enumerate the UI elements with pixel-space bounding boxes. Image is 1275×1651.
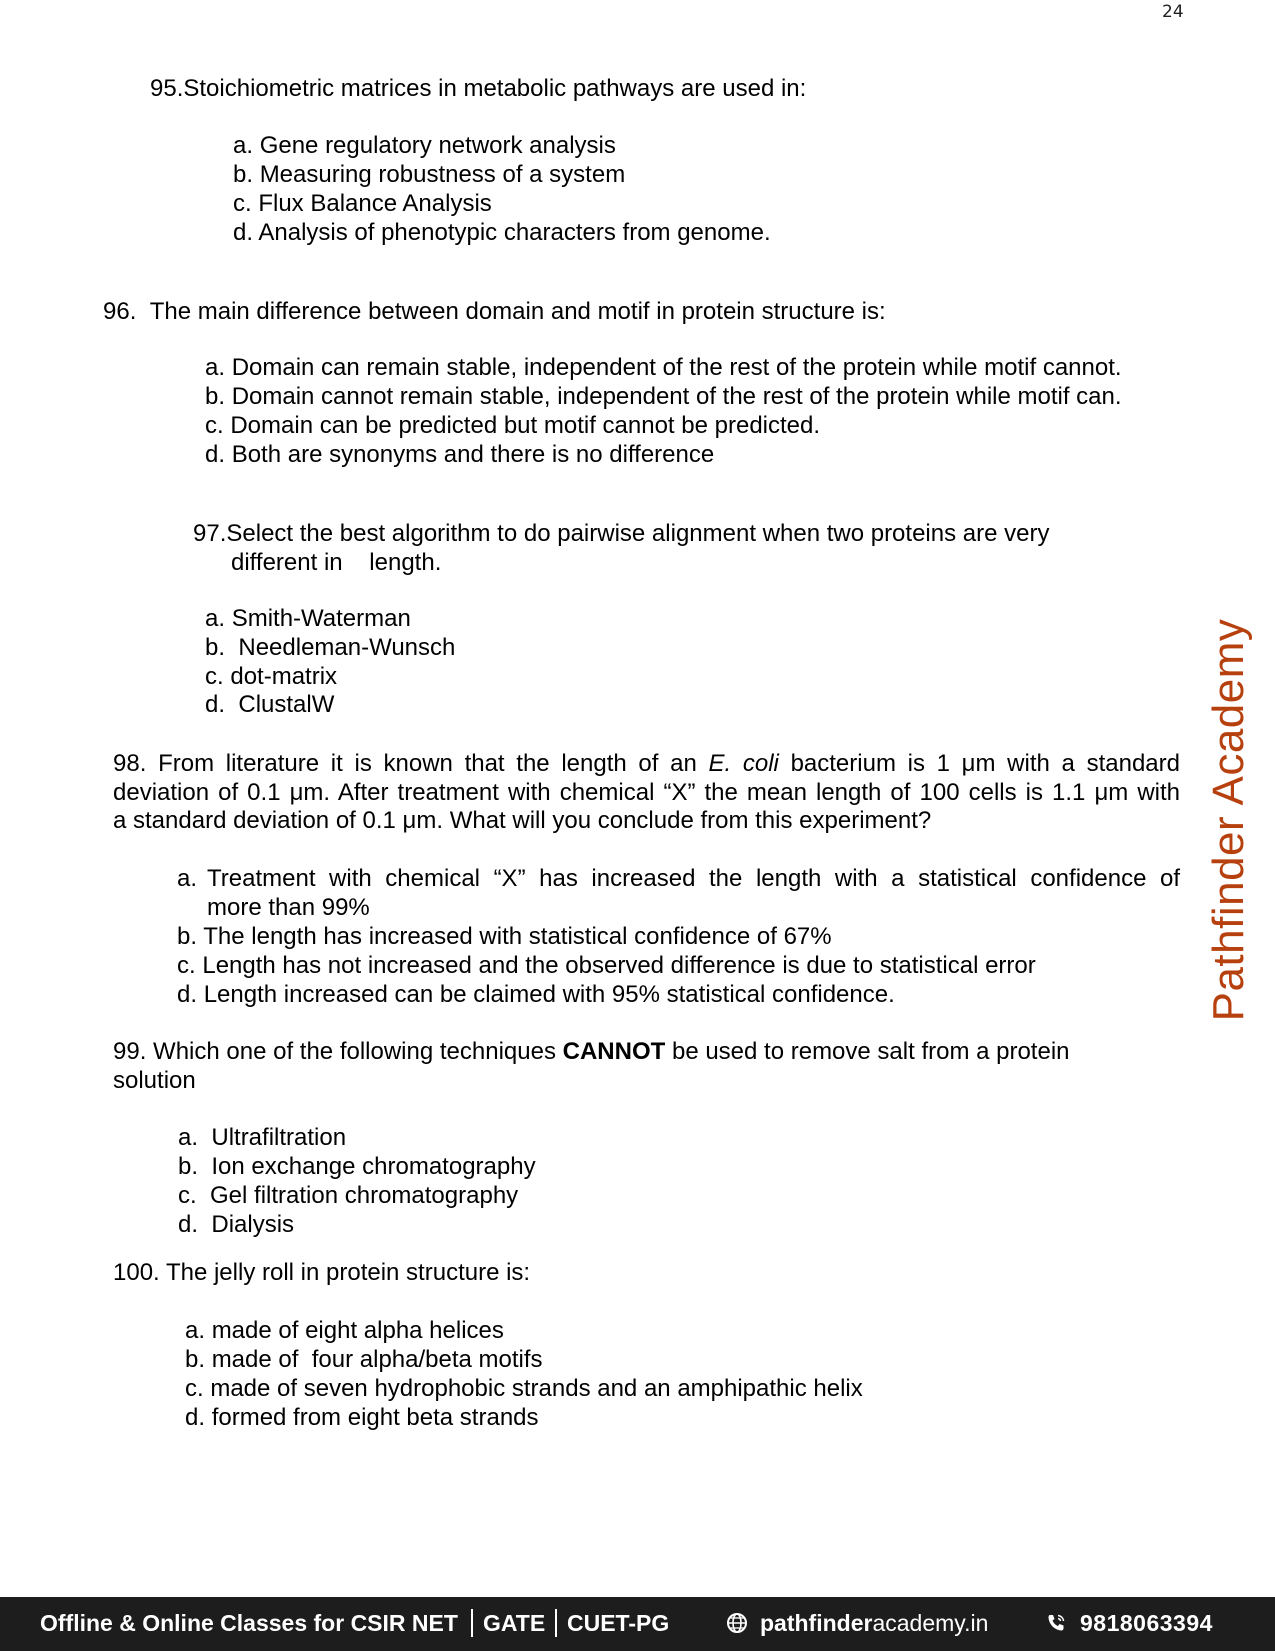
globe-icon xyxy=(726,1612,748,1634)
option-95-b: b. Measuring robustness of a system xyxy=(233,161,626,188)
option-99-b: b. Ion exchange chromatography xyxy=(178,1153,536,1180)
question-99-line2: solution xyxy=(113,1067,196,1094)
option-100-a: a. made of eight alpha helices xyxy=(185,1317,504,1344)
footer-phone[interactable]: 9818063394 xyxy=(1080,1610,1213,1636)
question-96 xyxy=(103,297,886,326)
option-95-d: d. Analysis of phenotypic characters from genome. xyxy=(233,219,771,246)
option-99-c: c. Gel filtration chromatography xyxy=(178,1182,519,1209)
option-96-b: b. Domain cannot remain stable, independent of the rest of the protein while motif can. xyxy=(205,383,1122,410)
option-97-a: a. Smith-Waterman xyxy=(205,605,411,632)
option-95-c: c. Flux Balance Analysis xyxy=(233,190,492,217)
option-100-c: c. made of seven hydrophobic strands and an amphipathic helix xyxy=(185,1375,863,1402)
option-98-a-line2: more than 99% xyxy=(207,894,370,921)
question-95 xyxy=(150,74,806,103)
option-98-c: c. Length has not increased and the observed difference is due to statistical error xyxy=(177,952,1036,979)
footer-classes: Offline & Online Classes for CSIR NET xyxy=(40,1610,458,1636)
option-99-d: d. Dialysis xyxy=(178,1211,295,1238)
question-98-line2: deviation of 0.1 μm. After treatment with chemical “X” the mean length of 100 cells is 1.1 μm with xyxy=(113,779,1180,806)
option-97-c: c. dot-matrix xyxy=(205,663,338,690)
emphasis-text: CANNOT xyxy=(562,1038,666,1065)
question-98: 98. From literature it is known that the length of an E. coli bacterium is 1 μm with a standard xyxy=(113,750,1180,777)
species-name: E. coli xyxy=(708,750,779,777)
watermark-text: Pathfinder Academy xyxy=(1204,618,1253,1022)
question-number: 100. xyxy=(113,1259,160,1286)
question-number: 99. xyxy=(113,1038,147,1065)
question-text: The jelly roll in protein structure is: xyxy=(165,1259,531,1286)
question-number: 98. xyxy=(113,750,147,777)
footer-gate: GATE xyxy=(483,1610,546,1636)
option-100-d: d. formed from eight beta strands xyxy=(185,1404,539,1431)
option-100-b: b. made of four alpha/beta motifs xyxy=(185,1346,543,1373)
phone-icon xyxy=(1045,1612,1067,1634)
question-99: 99. Which one of the following techniques CANNOT be used to remove salt from a protein xyxy=(113,1038,1070,1065)
footer-cuet: CUET-PG xyxy=(567,1610,670,1636)
question-text: Stoichiometric matrices in metabolic pathways are used in: xyxy=(183,75,807,102)
question-number: 95. xyxy=(150,75,184,102)
question-text: Select the best algorithm to do pairwise alignment when two proteins are very xyxy=(226,520,1050,547)
footer-divider xyxy=(471,1609,473,1637)
option-97-b: b. Needleman-Wunsch xyxy=(205,634,456,661)
footer-website[interactable]: pathfinderacademy.in xyxy=(760,1610,989,1636)
option-99-a: a. Ultrafiltration xyxy=(178,1124,347,1151)
question-100 xyxy=(113,1258,530,1287)
question-98-line3: a standard deviation of 0.1 μm. What will you conclude from this experiment? xyxy=(113,807,932,834)
footer-divider xyxy=(555,1609,557,1637)
footer-bar xyxy=(0,1597,1275,1651)
option-98-a-letter: a. xyxy=(177,865,198,892)
option-98-a: Treatment with chemical “X” has increased the length with a statistical confidence of xyxy=(207,865,1180,892)
option-97-d: d. ClustalW xyxy=(205,691,335,718)
question-97 xyxy=(193,519,1049,548)
option-98-b: b. The length has increased with statistical confidence of 67% xyxy=(177,923,832,950)
question-number: 96. xyxy=(103,298,137,325)
option-95-a: a. Gene regulatory network analysis xyxy=(233,132,616,159)
question-number: 97. xyxy=(193,520,227,547)
question-text: The main difference between domain and motif in protein structure is: xyxy=(149,298,886,325)
option-98-d: d. Length increased can be claimed with 95% statistical confidence. xyxy=(177,981,895,1008)
option-96-c: c. Domain can be predicted but motif cannot be predicted. xyxy=(205,412,821,439)
question-97-line2: different in length. xyxy=(231,549,442,576)
option-96-d: d. Both are synonyms and there is no difference xyxy=(205,441,715,468)
option-96-a: a. Domain can remain stable, independent of the rest of the protein while motif cannot. xyxy=(205,354,1122,381)
page-number: 24 xyxy=(1162,2,1184,22)
